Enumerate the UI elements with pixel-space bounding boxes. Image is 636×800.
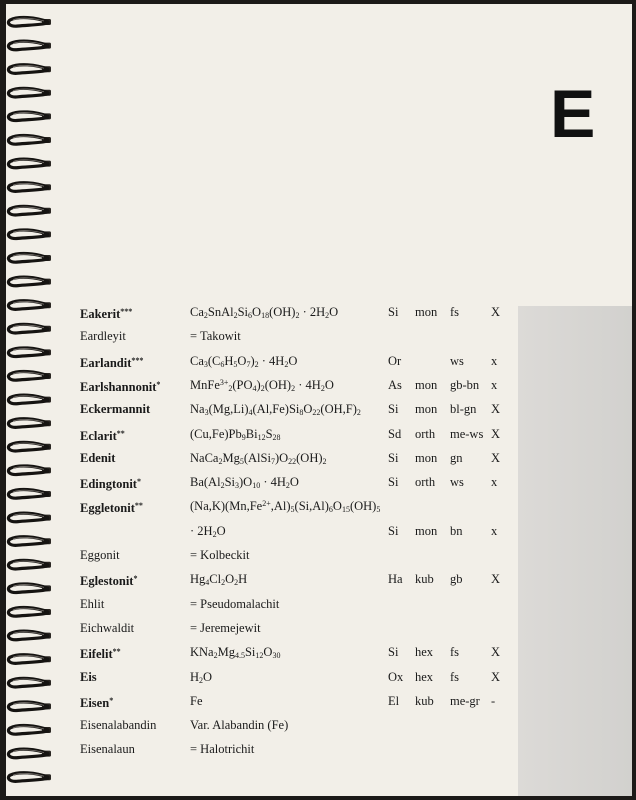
binding-ring	[8, 183, 51, 192]
binding-ring	[8, 112, 51, 121]
mineral-class: As	[388, 377, 402, 392]
mineral-row	[6, 496, 516, 516]
mineral-formula: = Halotrichit	[190, 742, 255, 757]
rarity-stars: **	[116, 428, 125, 438]
mineral-row	[6, 739, 516, 759]
mineral-color: bn	[450, 523, 463, 538]
mineral-row	[6, 594, 516, 614]
mineral-row	[6, 424, 516, 444]
mineral-row	[6, 472, 516, 492]
crystal-system: orth	[415, 475, 436, 490]
mineral-color: gb-bn	[450, 377, 480, 392]
crystal-system: mon	[415, 305, 438, 319]
mineral-name: Earlshannonit*	[80, 379, 161, 394]
mineral-name: Eclarit**	[80, 428, 125, 443]
fluorescence-mark: X	[491, 572, 501, 587]
mineral-class: Si	[388, 645, 399, 660]
binding-ring	[8, 773, 51, 782]
crystal-system: kub	[415, 693, 434, 708]
rarity-stars: *	[133, 574, 138, 584]
binding-ring	[8, 88, 51, 97]
mineral-color: ws	[450, 475, 464, 490]
fluorescence-mark: X	[491, 669, 501, 684]
fluorescence-mark: X	[491, 305, 501, 319]
crystal-system: kub	[415, 572, 434, 587]
mineral-name: Earlandit***	[80, 355, 144, 370]
mineral-color: fs	[450, 645, 460, 660]
fluorescence-mark: X	[491, 426, 501, 441]
mineral-formula: · $2H_2O$	[190, 523, 226, 539]
mineral-color: gb	[450, 572, 463, 587]
binding-ring	[8, 230, 51, 239]
mineral-formula: $Ba(Al_2Si_3)O_{10} \cdot 4H_2O$	[190, 475, 299, 491]
mineral-class: Ha	[388, 572, 403, 587]
section-letter: E	[550, 76, 596, 152]
mineral-class: Si	[388, 523, 399, 538]
crystal-system: hex	[415, 669, 434, 684]
mineral-formula: $Na_3(Mg,Li)_4(Al,Fe)Si_8O_{22}(OH,F)_2$	[190, 402, 361, 418]
mineral-name: Ehlit	[80, 596, 105, 611]
mineral-row	[6, 618, 516, 638]
mineral-color: fs	[450, 669, 460, 684]
mineral-formula: $MnFe^{3+}_2(PO_4)_2(OH)_2 \cdot 4H_2O$	[190, 377, 334, 393]
mineral-row	[6, 351, 516, 371]
mineral-color: bl-gn	[450, 402, 477, 417]
binding-ring	[8, 159, 51, 168]
mineral-class: Si	[388, 475, 399, 490]
mineral-color: me-gr	[450, 693, 480, 708]
binding-ring	[8, 18, 51, 27]
mineral-row	[6, 302, 516, 322]
mineral-formula: Fe	[190, 693, 203, 708]
mineral-row	[6, 448, 516, 468]
fluorescence-mark: -	[491, 693, 496, 708]
mineral-name: Eglestonit*	[80, 574, 138, 589]
mineral-row	[6, 642, 516, 662]
mineral-name: Eckermannit	[80, 402, 151, 417]
crystal-system: hex	[415, 645, 434, 660]
mineral-formula: $(Cu,Fe)Pb_9Bi_{12}S_{28}$	[190, 426, 281, 442]
fluorescence-mark: X	[491, 450, 501, 465]
mineral-formula: = Pseudomalachit	[190, 596, 280, 611]
mineral-formula: = Jeremejewit	[190, 620, 261, 635]
mineral-formula: $Hg_4Cl_2O_2H$	[190, 572, 248, 588]
book-page	[6, 4, 632, 796]
mineral-class: El	[388, 693, 400, 708]
fluorescence-mark: x	[491, 523, 498, 538]
mineral-class: Si	[388, 402, 399, 417]
mineral-name: Eifelit**	[80, 647, 121, 662]
mineral-name: Eakerit***	[80, 307, 133, 321]
mineral-row	[6, 667, 516, 687]
mineral-row	[6, 715, 516, 735]
mineral-name: Eggonit	[80, 548, 120, 562]
mineral-color: ws	[450, 353, 464, 368]
mineral-formula: $(Na,K)(Mn,Fe^{2+},Al)_5(Si,Al)_6O_{15}(OH)_5$	[190, 499, 381, 515]
rarity-stars: **	[112, 647, 121, 657]
crystal-system: orth	[415, 426, 436, 441]
binding-ring	[8, 41, 51, 50]
mineral-class: Si	[388, 305, 399, 319]
mineral-row	[6, 545, 516, 565]
mineral-row	[6, 326, 516, 346]
mineral-color: gn	[450, 450, 463, 465]
mineral-name: Eichwaldit	[80, 620, 135, 635]
crystal-system: mon	[415, 377, 438, 392]
mineral-name: Eardleyit	[80, 329, 126, 344]
rarity-stars: ***	[131, 355, 144, 365]
mineral-name: Edingtonit*	[80, 477, 141, 492]
page-edge-strip	[518, 306, 632, 796]
mineral-formula: $NaCa_2Mg_5(AlSi_7)O_{22}(OH)_2$	[190, 450, 327, 466]
binding-ring	[8, 65, 51, 74]
binding-ring	[8, 254, 51, 263]
mineral-name: Eis	[80, 669, 97, 684]
mineral-formula: $Ca_2SnAl_2Si_6O_{18}(OH)_2 \cdot 2H_2O$	[190, 305, 339, 320]
mineral-color: fs	[450, 305, 460, 319]
rarity-stars: *	[136, 477, 141, 487]
mineral-name: Edenit	[80, 450, 116, 465]
mineral-row	[6, 691, 516, 711]
mineral-name: Eggletonit**	[80, 501, 143, 516]
fluorescence-mark: x	[491, 353, 498, 368]
mineral-name: Eisen*	[80, 695, 114, 710]
mineral-class: Sd	[388, 426, 402, 441]
mineral-name: Eisenalabandin	[80, 718, 157, 733]
mineral-row	[6, 399, 516, 419]
crystal-system: mon	[415, 402, 438, 417]
mineral-row	[6, 521, 516, 541]
mineral-formula: = Takowit	[190, 329, 241, 344]
mineral-formula: = Kolbeckit	[190, 548, 250, 562]
fluorescence-mark: x	[491, 377, 498, 392]
mineral-color: me-ws	[450, 426, 484, 441]
fluorescence-mark: x	[491, 475, 498, 490]
binding-ring	[8, 277, 51, 286]
binding-ring	[8, 206, 51, 215]
mineral-formula: $H_2O$	[190, 669, 213, 685]
mineral-class: Or	[388, 353, 402, 368]
crystal-system: mon	[415, 523, 438, 538]
rarity-stars: **	[134, 501, 143, 511]
mineral-formula: $Ca_3(C_6H_5O_7)_2 \cdot 4H_2O$	[190, 353, 298, 369]
binding-ring	[8, 136, 51, 145]
rarity-stars: *	[109, 695, 114, 705]
rarity-stars: ***	[120, 307, 133, 316]
mineral-class: Si	[388, 450, 399, 465]
rarity-stars: *	[156, 379, 161, 389]
mineral-name: Eisenalaun	[80, 742, 135, 757]
mineral-class: Ox	[388, 669, 404, 684]
fluorescence-mark: X	[491, 645, 501, 660]
crystal-system: mon	[415, 450, 438, 465]
mineral-formula: Var. Alabandin (Fe)	[190, 718, 289, 733]
mineral-formula: $KNa_2Mg_{4.5}Si_{12}O_{30}$	[190, 645, 281, 661]
mineral-row	[6, 375, 516, 395]
mineral-row	[6, 569, 516, 589]
fluorescence-mark: X	[491, 402, 501, 417]
